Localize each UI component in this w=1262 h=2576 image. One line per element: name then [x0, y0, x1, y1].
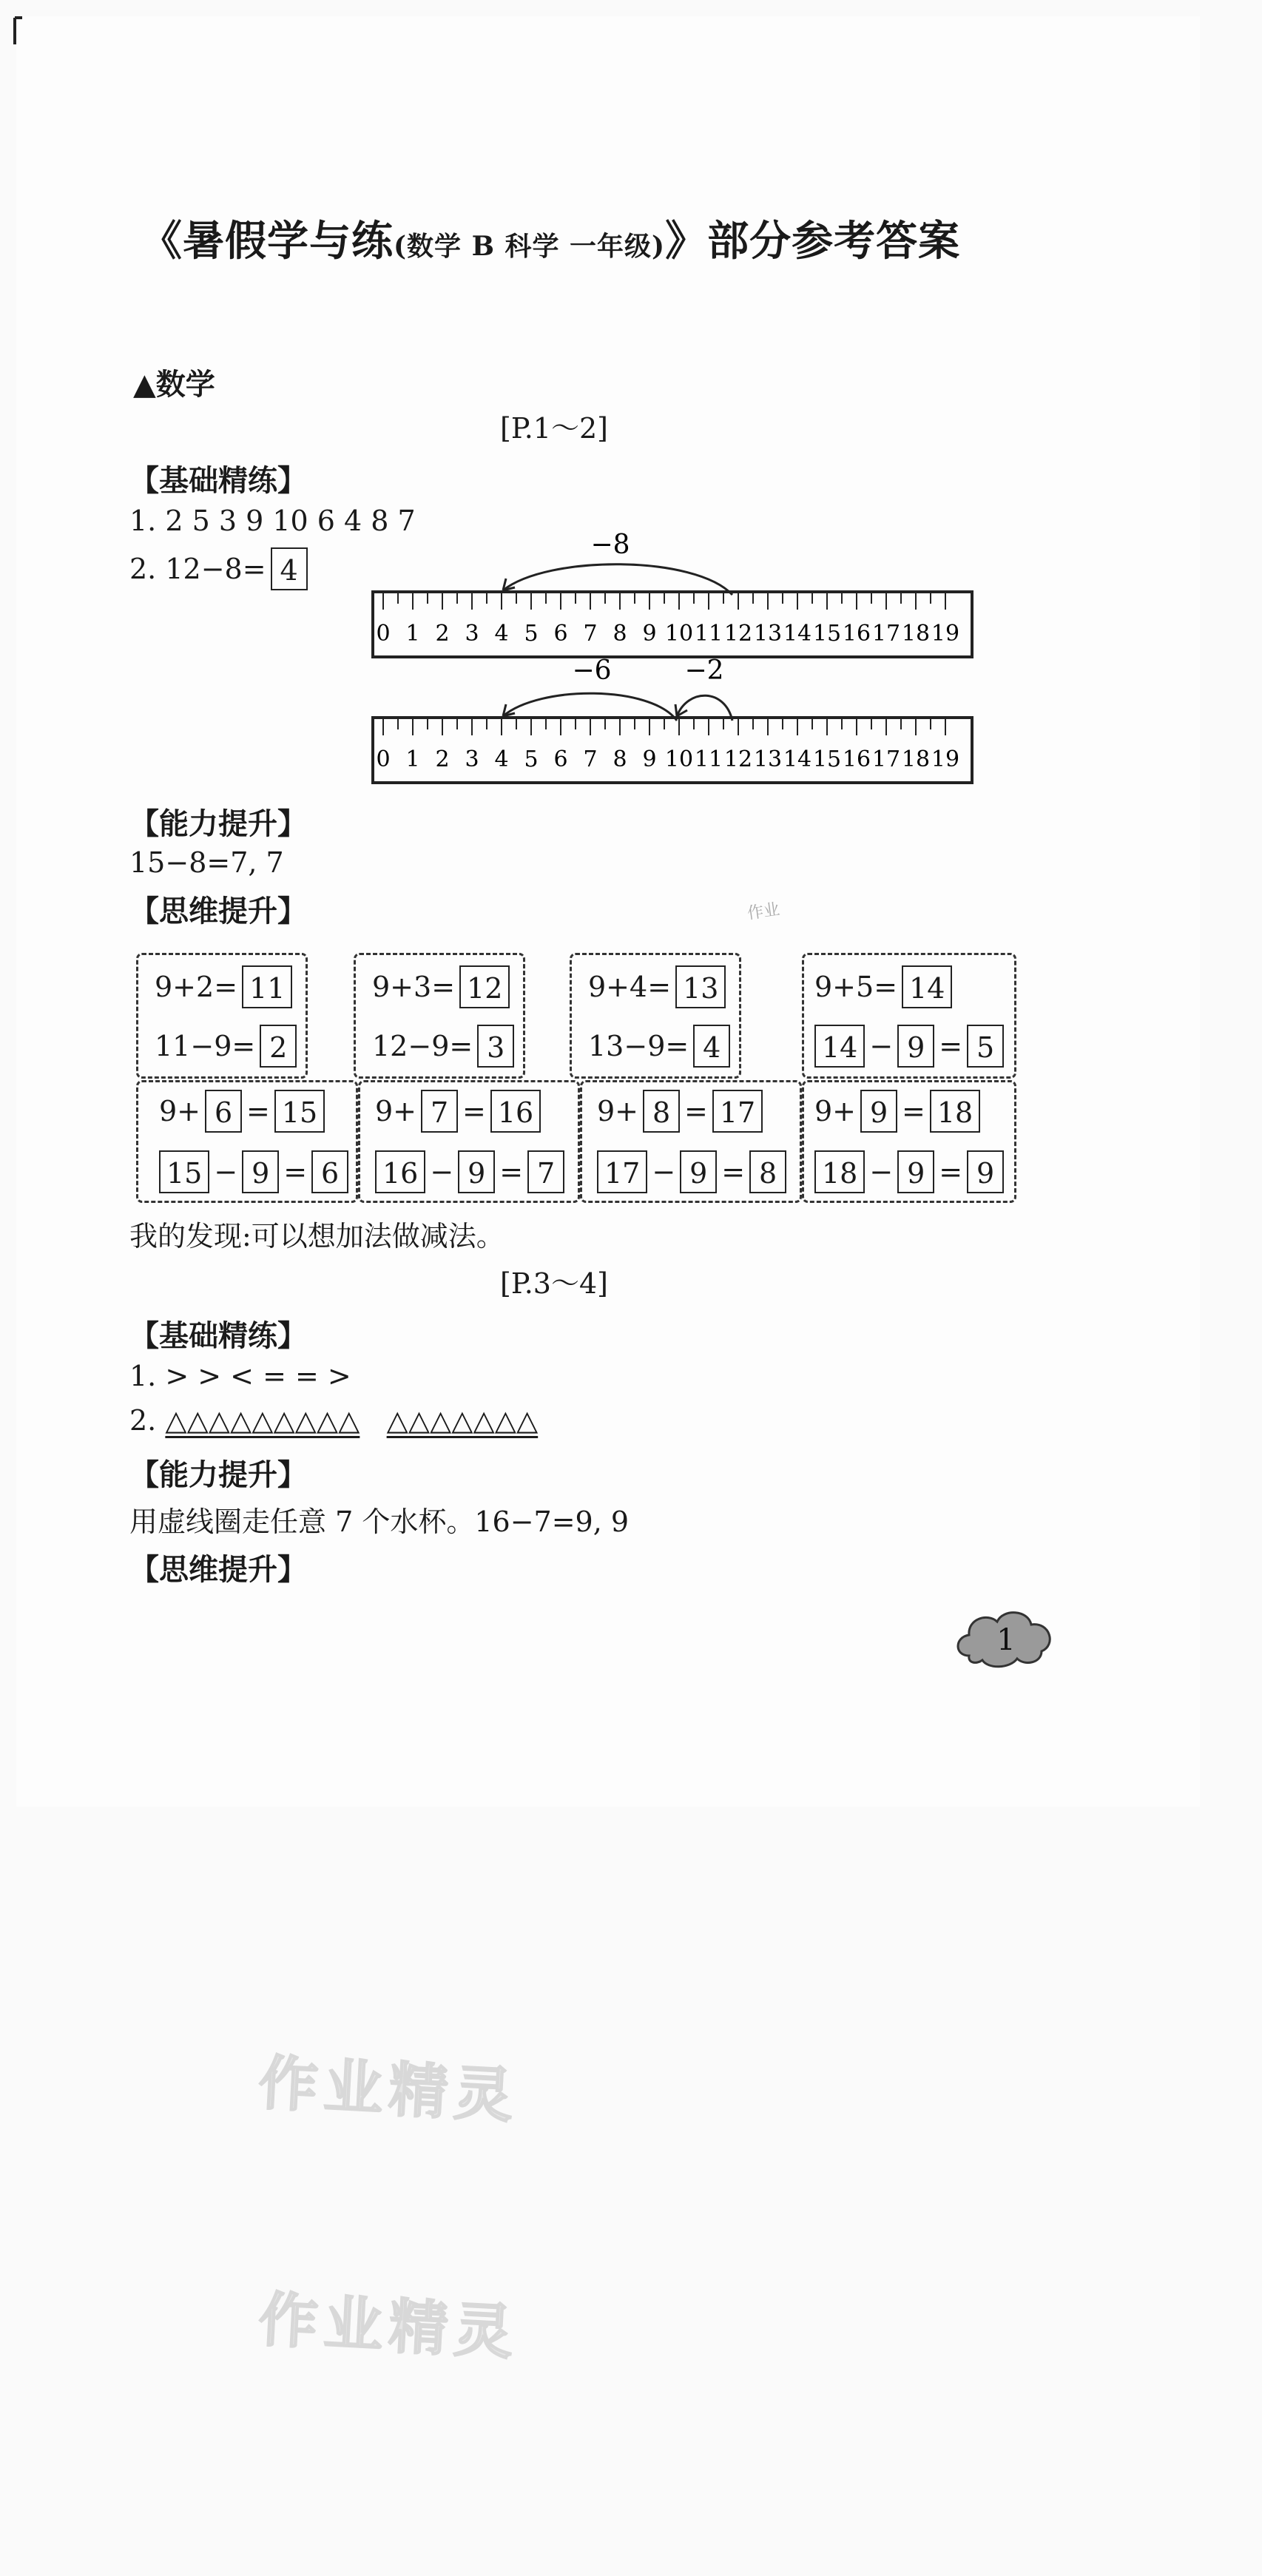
ruler-number: 3 [465, 746, 479, 772]
ruler-number: 12 [723, 746, 753, 772]
answer-box: 9 [860, 1090, 897, 1133]
equals-sign: = [462, 1095, 486, 1127]
group-bottom-2 [358, 1080, 580, 1203]
answer-box: 14 [902, 965, 952, 1008]
ruler-number: 0 [376, 746, 391, 772]
group-top-4 [802, 953, 1016, 1079]
section-ability-2: 【能力提升】 [129, 1457, 307, 1492]
answer-box: 9 [897, 1150, 934, 1193]
eq-text: 9+3= [372, 971, 456, 1003]
ruler-number: 11 [694, 746, 723, 772]
ruler-number: 12 [723, 621, 753, 647]
eq-text: 9+5= [814, 971, 898, 1003]
answer-box: 15 [159, 1150, 209, 1193]
ruler-number: 9 [642, 621, 657, 647]
ruler-number: 18 [901, 621, 931, 647]
eq-text: 11−9= [155, 1030, 256, 1062]
equals-sign: = [721, 1156, 746, 1188]
p34-answer-q1: 1. > > < = = > [129, 1360, 351, 1392]
ruler-number: 7 [583, 621, 598, 647]
ruler-number: 15 [812, 621, 842, 647]
ruler-number: 6 [553, 621, 568, 647]
answer-box: 15 [274, 1090, 325, 1133]
ruler2-arrow-b-icon [675, 704, 687, 716]
ruler-number: 5 [524, 621, 539, 647]
subject-heading: ▲数学 [133, 367, 215, 402]
ruler1-ticks [383, 593, 945, 610]
answer-box: 9 [967, 1150, 1004, 1193]
page-number: 1 [996, 1623, 1016, 1657]
ruler-number: 13 [753, 746, 783, 772]
answer-box: 8 [749, 1150, 786, 1193]
ruler-number: 17 [871, 746, 901, 772]
answer-box: 6 [205, 1090, 242, 1133]
equals-sign: = [246, 1095, 270, 1127]
ruler2-jump-label-a: −6 [572, 658, 612, 686]
ruler-number: 11 [694, 621, 723, 647]
equals-sign: = [939, 1156, 963, 1188]
eq-text: 12−9= [372, 1030, 473, 1062]
ruler1-jump-label: −8 [590, 533, 630, 560]
ruler-number: 2 [435, 621, 450, 647]
homework-stamp: 作业 [746, 900, 781, 923]
eq-text: 9+ [375, 1095, 417, 1127]
ruler-number: 2 [435, 746, 450, 772]
eq-text: 9+ [159, 1095, 201, 1127]
minus-sign: − [214, 1156, 238, 1188]
page-number-cloud-icon [954, 1604, 1058, 1670]
number-ruler-1 [370, 533, 976, 658]
answer-box: 16 [490, 1090, 541, 1133]
answer-box: 12 [459, 965, 510, 1008]
ruler-number: 9 [642, 746, 657, 772]
answer-box: 14 [814, 1025, 865, 1068]
answer-box: 18 [930, 1090, 980, 1133]
answer-box: 18 [814, 1150, 865, 1193]
title-main: 《暑假学与练 [141, 217, 394, 266]
page-range-2: [P.3～4] [500, 1267, 608, 1300]
q2-expression: 2. 12−8= [129, 553, 266, 585]
section-ability-1: 【能力提升】 [129, 806, 307, 841]
ruler-number: 16 [842, 621, 871, 647]
ruler-number: 17 [871, 621, 901, 647]
equals-sign: = [283, 1156, 308, 1188]
eq-text: 9+4= [588, 971, 672, 1003]
answer-box: 11 [242, 965, 292, 1008]
ruler-number: 8 [613, 746, 627, 772]
equals-sign: = [902, 1095, 925, 1127]
minus-sign: − [652, 1156, 676, 1188]
ruler-number: 1 [405, 746, 420, 772]
ability-answer-1: 15−8=7, 7 [129, 846, 284, 879]
answer-box: 13 [675, 965, 726, 1008]
answer-box: 9 [680, 1150, 717, 1193]
title-sub: (数学 B 科学 一年级) [394, 231, 666, 262]
section-thinking-2: 【思维提升】 [129, 1552, 307, 1587]
ruler-number: 10 [664, 746, 694, 772]
group-bottom-1 [136, 1080, 358, 1203]
ruler-number: 5 [524, 746, 539, 772]
ruler-number: 15 [812, 746, 842, 772]
ruler-number: 7 [583, 746, 598, 772]
ruler-number: 18 [901, 746, 931, 772]
answer-box: 6 [311, 1150, 348, 1193]
ruler1-jump-arc [503, 564, 732, 595]
answer-q2 [129, 547, 308, 590]
minus-sign: − [869, 1156, 894, 1188]
ruler2-jump-label-b: −2 [684, 658, 724, 686]
ruler1-numbers [376, 621, 959, 647]
p34-ability-answer: 用虚线圈走任意 7 个水杯。16−7=9, 9 [129, 1506, 630, 1538]
eq-text: 9+2= [155, 971, 238, 1003]
p34-answer-q2 [129, 1404, 538, 1437]
equals-sign: = [684, 1095, 708, 1127]
ruler-number: 1 [405, 621, 420, 647]
answer-box: 9 [897, 1025, 934, 1068]
ruler-number: 16 [842, 746, 871, 772]
section-basic-2: 【基础精练】 [129, 1318, 307, 1353]
ruler-number: 0 [376, 621, 391, 647]
answer-box: 9 [458, 1150, 495, 1193]
answer-box: 2 [260, 1025, 297, 1068]
group-bottom-3 [580, 1080, 802, 1203]
ruler-number: 14 [783, 746, 812, 772]
answer-box: 7 [527, 1150, 564, 1193]
title-end: 》部分参考答案 [665, 217, 961, 266]
section-thinking-1: 【思维提升】 [129, 894, 307, 928]
minus-sign: − [430, 1156, 454, 1188]
ruler-number: 8 [613, 621, 627, 647]
answer-box: 5 [967, 1025, 1004, 1068]
group-bottom-4 [802, 1080, 1016, 1203]
eq-text: 9+ [814, 1095, 857, 1127]
eq-text: 13−9= [588, 1030, 689, 1062]
section-basic-1: 【基础精练】 [129, 463, 307, 498]
number-ruler-2 [370, 658, 976, 784]
answer-box: 8 [643, 1090, 680, 1133]
answer-box: 17 [597, 1150, 647, 1193]
watermark-1: 作业精灵 [257, 2047, 521, 2131]
eq-text: 9+ [597, 1095, 639, 1127]
triangle-group-a: △△△△△△△△△ [165, 1404, 360, 1437]
ruler-number: 4 [494, 621, 509, 647]
ruler-number: 13 [753, 621, 783, 647]
ruler-number: 14 [783, 621, 812, 647]
q2-answer-box: 4 [271, 547, 308, 590]
group-top-1 [136, 953, 308, 1079]
triangle-group-b: △△△△△△△ [386, 1404, 539, 1437]
answer-box: 17 [712, 1090, 763, 1133]
answer-box: 16 [375, 1150, 425, 1193]
ruler2-ticks [383, 719, 945, 735]
corner-mark [13, 16, 24, 46]
watermark-2: 作业精灵 [257, 2284, 521, 2368]
answer-box: 3 [477, 1025, 514, 1068]
answer-box: 4 [693, 1025, 730, 1068]
equals-sign: = [939, 1030, 963, 1062]
ruler-number: 4 [494, 746, 509, 772]
answer-box: 9 [242, 1150, 279, 1193]
ruler-number: 19 [931, 746, 960, 772]
ruler-number: 10 [664, 621, 694, 647]
ruler-number: 3 [465, 621, 479, 647]
equals-sign: = [499, 1156, 524, 1188]
answer-q1: 1. 2 5 3 9 10 6 4 8 7 [129, 505, 416, 537]
group-top-3 [570, 953, 741, 1079]
group-top-2 [354, 953, 525, 1079]
ruler-number: 6 [553, 746, 568, 772]
ruler2-numbers [376, 746, 959, 772]
page-title [141, 209, 960, 268]
minus-sign: − [869, 1030, 894, 1062]
discovery-text: 我的发现:可以想加法做减法。 [129, 1220, 505, 1252]
page-range-1: [P.1～2] [500, 412, 608, 445]
answer-box: 7 [421, 1090, 458, 1133]
q2-prefix: 2. [129, 1404, 166, 1437]
ruler-number: 19 [931, 621, 960, 647]
